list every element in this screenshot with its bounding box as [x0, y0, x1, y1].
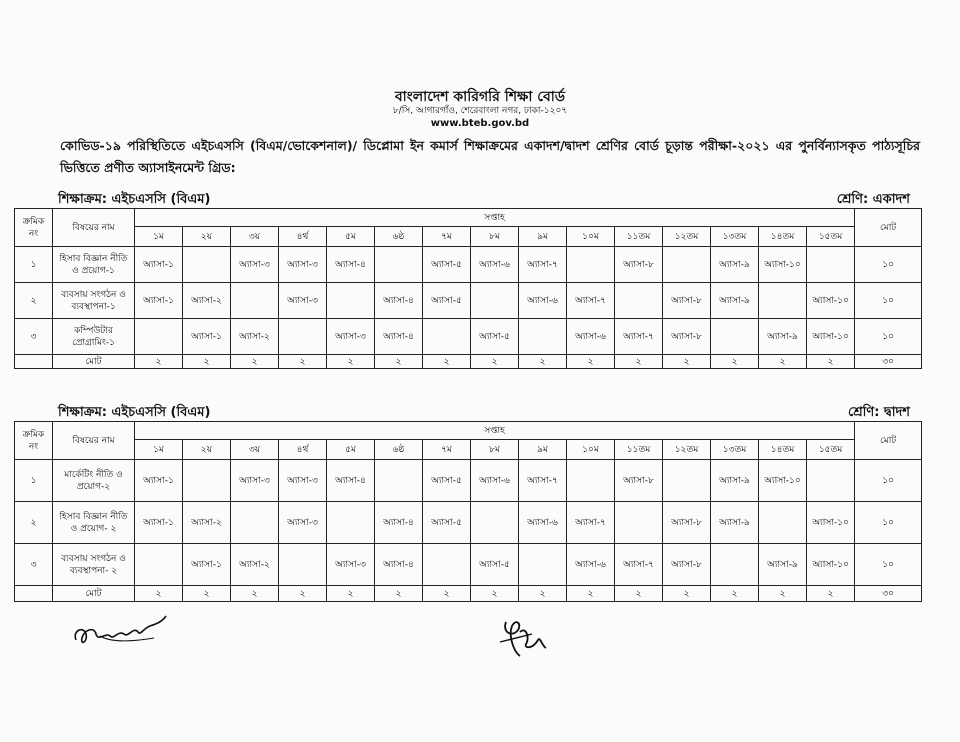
assignment-cell: অ্যাসা-৯ [759, 544, 807, 586]
week-total-cell: ২ [327, 355, 375, 369]
assignment-cell: অ্যাসা-১ [135, 283, 183, 319]
total-header: মোট [855, 422, 922, 460]
week-col-header: ৮ম [471, 227, 519, 247]
week-total-cell: ২ [759, 586, 807, 602]
week-total-cell: ২ [663, 355, 711, 369]
assignment-cell: অ্যাসা-৫ [471, 544, 519, 586]
assignment-cell: অ্যাসা-৫ [423, 247, 471, 283]
assignment-cell [327, 283, 375, 319]
assignment-cell: অ্যাসা-৭ [519, 247, 567, 283]
week-col-header: ১২তম [663, 440, 711, 460]
assignment-cell: অ্যাসা-৭ [615, 319, 663, 355]
week-col-header: ৬ষ্ঠ [375, 227, 423, 247]
assignment-cell: অ্যাসা-৬ [567, 544, 615, 586]
signature-left [70, 612, 180, 652]
assignment-cell [423, 544, 471, 586]
assignment-cell: অ্যাসা-৪ [327, 460, 375, 502]
assignment-cell: অ্যাসা-৯ [711, 247, 759, 283]
week-total-cell: ২ [231, 586, 279, 602]
week-col-header: ৭ম [423, 227, 471, 247]
assignment-cell: অ্যাসা-৩ [231, 247, 279, 283]
serial-cell: ৩ [15, 544, 53, 586]
assignment-cell [519, 319, 567, 355]
assignment-cell: অ্যাসা-৩ [327, 544, 375, 586]
assignment-cell: অ্যাসা-৮ [663, 544, 711, 586]
assignment-cell: অ্যাসা-৮ [663, 283, 711, 319]
subject-cell: মার্কেটিং নীতি ও প্রয়োগ-২ [53, 460, 135, 502]
week-total-cell: ২ [519, 355, 567, 369]
assignment-cell: অ্যাসা-১০ [807, 544, 855, 586]
grand-total-cell: ৩০ [855, 586, 922, 602]
assignment-cell: অ্যাসা-৯ [711, 460, 759, 502]
assignment-cell: অ্যাসা-২ [231, 319, 279, 355]
assignment-cell [279, 544, 327, 586]
assignment-cell: অ্যাসা-২ [183, 283, 231, 319]
week-col-header: ৫ম [327, 440, 375, 460]
week-total-cell: ২ [135, 586, 183, 602]
assignment-cell: অ্যাসা-৩ [279, 502, 327, 544]
week-total-cell: ২ [759, 355, 807, 369]
assignment-cell [615, 283, 663, 319]
week-col-header: ১ম [135, 227, 183, 247]
org-title: বাংলাদেশ কারিগরি শিক্ষা বোর্ড [394, 89, 566, 105]
assignment-cell [711, 544, 759, 586]
assignment-cell [135, 319, 183, 355]
week-total-cell: ২ [471, 355, 519, 369]
serial-cell: ২ [15, 283, 53, 319]
subject-cell: ব্যবসায় সংগঠন ও ব্যবস্থাপনা-১ [53, 283, 135, 319]
week-col-header: ৪র্থ [279, 440, 327, 460]
week-total-cell: ২ [423, 355, 471, 369]
week-header: সপ্তাহ [135, 209, 855, 227]
totals-row [15, 586, 922, 602]
week-total-cell: ২ [615, 355, 663, 369]
week-col-header: ৯ম [519, 227, 567, 247]
assignment-cell [471, 502, 519, 544]
assignment-cell: অ্যাসা-৪ [375, 502, 423, 544]
row-total-cell: ১০ [855, 319, 922, 355]
serial-header: ক্রমিক নং [15, 422, 53, 460]
assignment-cell: অ্যাসা-৭ [519, 460, 567, 502]
assignment-cell: অ্যাসা-৮ [615, 247, 663, 283]
week-col-header: ৩য় [231, 227, 279, 247]
assignment-cell: অ্যাসা-৫ [471, 319, 519, 355]
assignment-cell: অ্যাসা-৬ [519, 502, 567, 544]
assignment-cell: অ্যাসা-১ [135, 247, 183, 283]
week-total-cell: ২ [663, 586, 711, 602]
assignment-cell: অ্যাসা-১০ [807, 283, 855, 319]
assignment-cell: অ্যাসা-৯ [711, 283, 759, 319]
row-total-cell: ১০ [855, 247, 922, 283]
week-col-header: ১০ম [567, 440, 615, 460]
assignment-cell: অ্যাসা-১০ [807, 319, 855, 355]
assignment-cell: অ্যাসা-১ [135, 502, 183, 544]
week-col-header: ১০ম [567, 227, 615, 247]
serial-cell: ২ [15, 502, 53, 544]
table-row [15, 460, 922, 502]
assignment-cell: অ্যাসা-৩ [279, 247, 327, 283]
assignment-cell: অ্যাসা-২ [231, 544, 279, 586]
assignment-cell [615, 502, 663, 544]
assignment-cell [567, 460, 615, 502]
assignment-cell: অ্যাসা-১০ [807, 502, 855, 544]
table-row [15, 544, 922, 586]
assignment-cell: অ্যাসা-৯ [759, 319, 807, 355]
assignment-cell [567, 247, 615, 283]
row-total-cell: ১০ [855, 460, 922, 502]
assignment-cell: অ্যাসা-৫ [423, 502, 471, 544]
assignment-cell [183, 460, 231, 502]
week-col-header: ১৫তম [807, 440, 855, 460]
row-total-cell: ১০ [855, 544, 922, 586]
assignment-cell: অ্যাসা-৫ [423, 460, 471, 502]
week-total-cell: ২ [519, 586, 567, 602]
assignment-cell [807, 247, 855, 283]
week-col-header: ১৩তম [711, 440, 759, 460]
assignment-cell: অ্যাসা-৩ [279, 460, 327, 502]
assignment-cell: অ্যাসা-১ [183, 319, 231, 355]
assignment-cell [807, 460, 855, 502]
total-header: মোট [855, 209, 922, 247]
assignment-cell: অ্যাসা-৩ [231, 460, 279, 502]
week-total-cell: ২ [471, 586, 519, 602]
week-total-cell: ২ [279, 355, 327, 369]
assignment-cell: অ্যাসা-৮ [663, 319, 711, 355]
row-total-cell: ১০ [855, 283, 922, 319]
assignment-cell: অ্যাসা-৩ [279, 283, 327, 319]
totals-label: মোট [53, 355, 135, 369]
assignment-cell [423, 319, 471, 355]
assignment-cell: অ্যাসা-৬ [471, 247, 519, 283]
subject-header: বিষয়ের নাম [53, 422, 135, 460]
week-total-cell: ২ [807, 586, 855, 602]
assignment-cell: অ্যাসা-৩ [327, 319, 375, 355]
week-total-cell: ২ [423, 586, 471, 602]
assignment-cell [183, 247, 231, 283]
week-col-header: ১৪তম [759, 440, 807, 460]
week-total-cell: ২ [327, 586, 375, 602]
assignment-cell: অ্যাসা-১০ [759, 247, 807, 283]
week-header: সপ্তাহ [135, 422, 855, 440]
week-total-cell: ২ [711, 355, 759, 369]
table-row [15, 319, 922, 355]
week-col-header: ১৪তম [759, 227, 807, 247]
assignment-cell: অ্যাসা-৬ [519, 283, 567, 319]
assignment-cell: অ্যাসা-৭ [567, 502, 615, 544]
org-website: www.bteb.gov.bd [430, 118, 530, 129]
assignment-cell [663, 247, 711, 283]
assignment-cell: অ্যাসা-১ [183, 544, 231, 586]
week-col-header: ১৩তম [711, 227, 759, 247]
week-total-cell: ২ [279, 586, 327, 602]
section1-class: শ্রেণি: একাদশ [836, 192, 910, 207]
week-col-header: ৩য় [231, 440, 279, 460]
table-row [15, 247, 922, 283]
subject-cell: ব্যবসায় সংগঠন ও ব্যবস্থাপনা- ২ [53, 544, 135, 586]
assignment-cell: অ্যাসা-৪ [327, 247, 375, 283]
assignment-cell: অ্যাসা-৪ [375, 544, 423, 586]
assignment-cell: অ্যাসা-৬ [471, 460, 519, 502]
intro-text: কোভিড-১৯ পরিস্থিতিতে এইচএসসি (বিএম/ভোকেশনাল)/ ডিপ্লোমা ইন কমার্স শিক্ষাক্রমের একাদশ/দ্বাদশ শ্রেণির বোর্ড চূড়ান্ত পরীক্ষা-২০২১ এর পুনর্বিন্যাসকৃত পাঠ্যসূচির ভিত্তিতে প্রণীত অ্যাসাইনমেন্ট গ্রিড: [60, 138, 920, 175]
assignment-cell: অ্যাসা-৪ [375, 283, 423, 319]
week-total-cell: ২ [183, 586, 231, 602]
assignment-grid-class-11 [14, 208, 922, 369]
week-col-header: ১১তম [615, 440, 663, 460]
assignment-cell: অ্যাসা-৭ [615, 544, 663, 586]
serial-header: ক্রমিক নং [15, 209, 53, 247]
assignment-cell [711, 319, 759, 355]
signature-right [492, 612, 552, 662]
week-total-cell: ২ [807, 355, 855, 369]
week-col-header: ২য় [183, 227, 231, 247]
row-total-cell: ১০ [855, 502, 922, 544]
week-col-header: ৮ম [471, 440, 519, 460]
subject-cell: কম্পিউটার প্রোগ্রামিং-১ [53, 319, 135, 355]
week-col-header: ৭ম [423, 440, 471, 460]
week-total-cell: ২ [567, 586, 615, 602]
week-col-header: ১ম [135, 440, 183, 460]
week-total-cell: ২ [375, 355, 423, 369]
section1-curriculum: শিক্ষাক্রম: এইচএসসি (বিএম) [58, 192, 211, 207]
section2-class: শ্রেণি: দ্বাদশ [847, 405, 910, 420]
table-row [15, 283, 922, 319]
assignment-cell: অ্যাসা-৭ [567, 283, 615, 319]
assignment-cell: অ্যাসা-৮ [615, 460, 663, 502]
serial-cell [15, 355, 53, 369]
assignment-cell [759, 283, 807, 319]
assignment-cell: অ্যাসা-৫ [423, 283, 471, 319]
assignment-cell: অ্যাসা-২ [183, 502, 231, 544]
week-col-header: ১৫তম [807, 227, 855, 247]
week-total-cell: ২ [711, 586, 759, 602]
totals-label: মোট [53, 586, 135, 602]
week-col-header: ১২তম [663, 227, 711, 247]
assignment-cell [375, 460, 423, 502]
week-total-cell: ২ [567, 355, 615, 369]
week-total-cell: ২ [375, 586, 423, 602]
week-col-header: ৬ষ্ঠ [375, 440, 423, 460]
assignment-cell [663, 460, 711, 502]
assignment-cell: অ্যাসা-৪ [375, 319, 423, 355]
week-total-cell: ২ [135, 355, 183, 369]
subject-cell: হিসাব বিজ্ঞান নীতি ও প্রয়োগ-১ [53, 247, 135, 283]
week-col-header: ৪র্থ [279, 227, 327, 247]
assignment-cell [231, 283, 279, 319]
assignment-cell [519, 544, 567, 586]
subject-header: বিষয়ের নাম [53, 209, 135, 247]
serial-cell: ৩ [15, 319, 53, 355]
week-total-cell: ২ [231, 355, 279, 369]
totals-row [15, 355, 922, 369]
subject-cell: হিসাব বিজ্ঞান নীতি ও প্রয়োগ- ২ [53, 502, 135, 544]
assignment-cell: অ্যাসা-১০ [759, 460, 807, 502]
assignment-cell [759, 502, 807, 544]
serial-cell: ১ [15, 247, 53, 283]
assignment-cell [327, 502, 375, 544]
serial-cell [15, 586, 53, 602]
assignment-cell [135, 544, 183, 586]
assignment-grid-class-12 [14, 421, 922, 602]
assignment-cell: অ্যাসা-৬ [567, 319, 615, 355]
assignment-cell [375, 247, 423, 283]
week-total-cell: ২ [615, 586, 663, 602]
table-row [15, 502, 922, 544]
assignment-cell [471, 283, 519, 319]
grand-total-cell: ৩০ [855, 355, 922, 369]
week-total-cell: ২ [183, 355, 231, 369]
assignment-cell: অ্যাসা-৮ [663, 502, 711, 544]
serial-cell: ১ [15, 460, 53, 502]
week-col-header: ৫ম [327, 227, 375, 247]
week-col-header: ২য় [183, 440, 231, 460]
assignment-cell [279, 319, 327, 355]
week-col-header: ৯ম [519, 440, 567, 460]
assignment-cell [231, 502, 279, 544]
assignment-cell: অ্যাসা-১ [135, 460, 183, 502]
org-address: ৮/সি, আগারগাঁও, শেরেবাংলা নগর, ঢাকা-১২০৭ [392, 106, 568, 116]
assignment-cell: অ্যাসা-৯ [711, 502, 759, 544]
section2-curriculum: শিক্ষাক্রম: এইচএসসি (বিএম) [58, 405, 211, 420]
week-col-header: ১১তম [615, 227, 663, 247]
